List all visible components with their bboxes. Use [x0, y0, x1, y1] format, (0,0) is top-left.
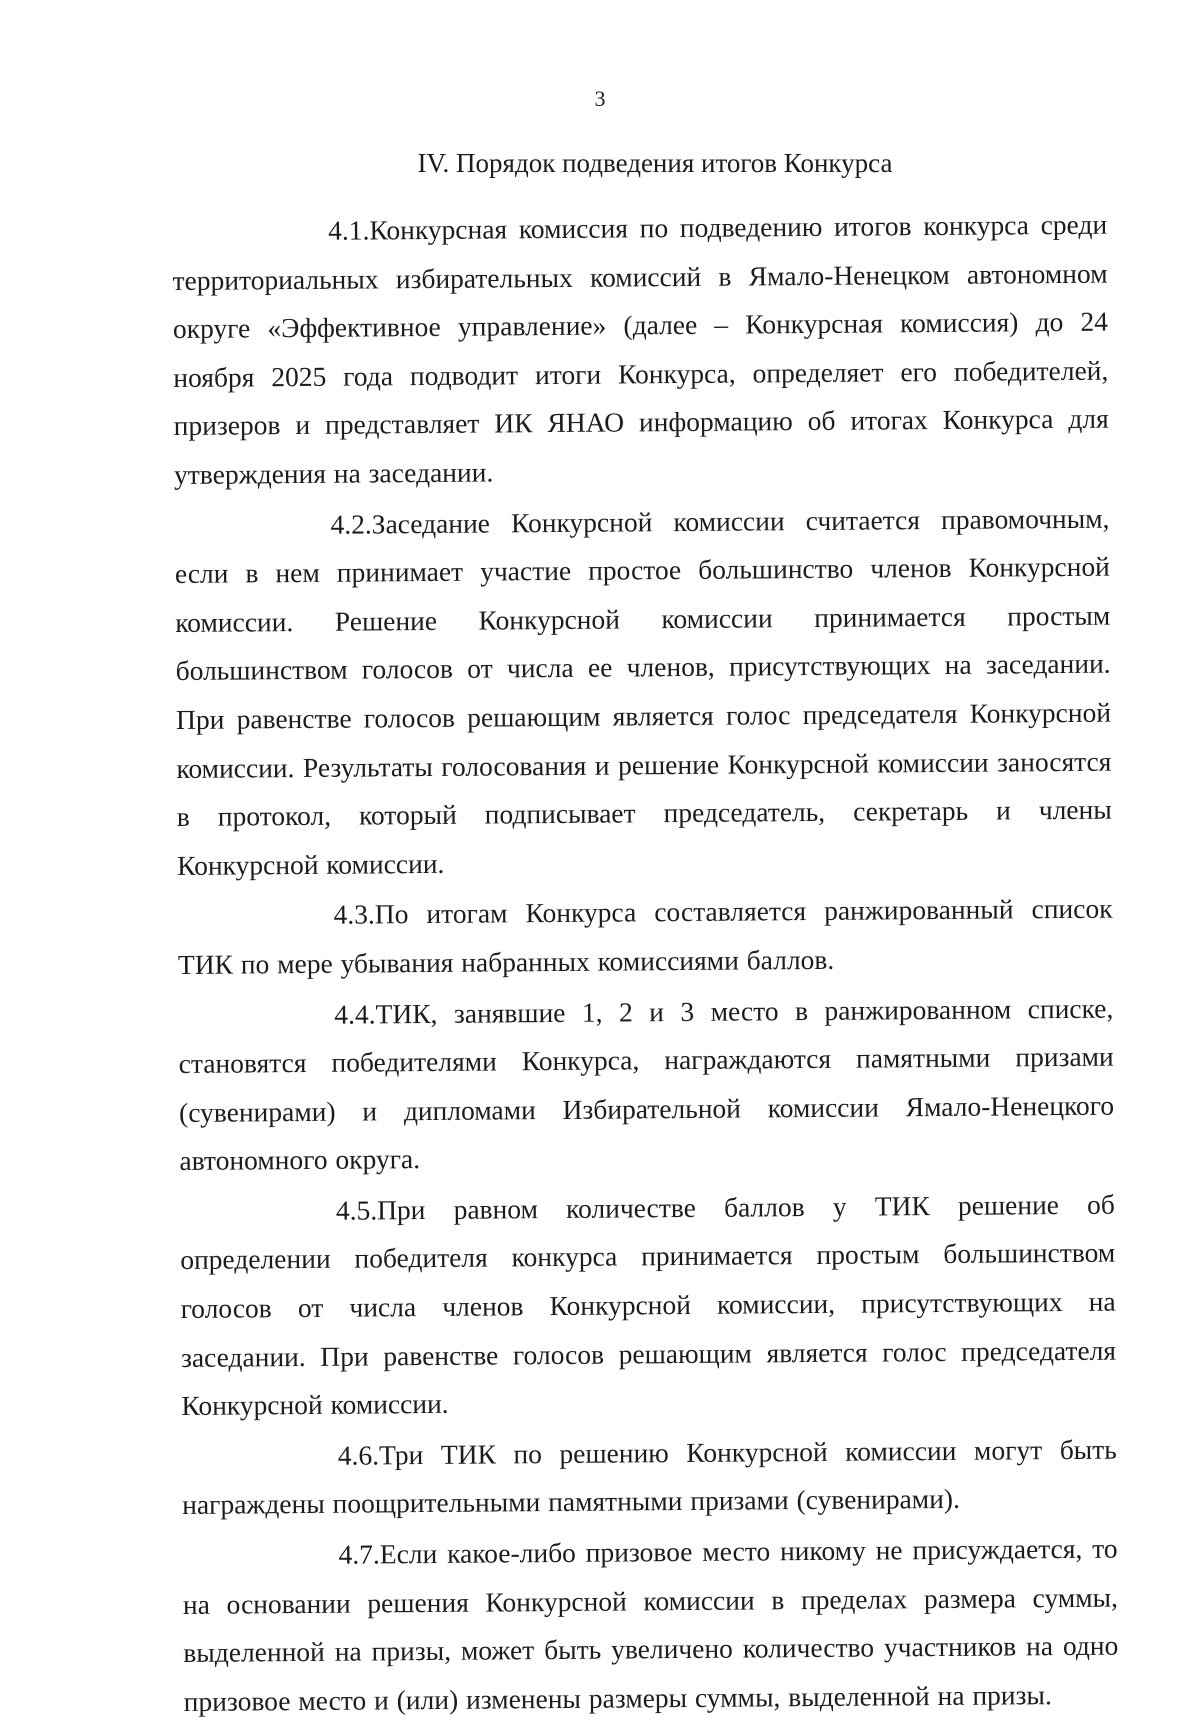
paragraph-text: Заседание Конкурсной комиссии считается правомочным, если в нем принимает участие простое большинство членов Конкурсной комиссии. Решение Конкурсной комиссии принимается простым большинством голосов от числа ее членов, присутствующих на заседании. При равенстве голосов решающим является голос председателя Конкурсной комиссии. Результаты голосования и решение Конкурсной комиссии заносятся в протокол, который подписывает председатель, секретарь и члены Конкурсной комиссии.	[174, 502, 1112, 881]
paragraph-text: ТИК, занявшие 1, 2 и 3 место в ранжированном списке, становятся победителями Конкурса, награждаются памятными призами (сувенирами) и дипломами Избирательной комиссии Ямало-Ненецкого автономного округа.	[178, 992, 1115, 1177]
paragraph-4-7	[182, 1525, 1118, 1727]
paragraph-4-5	[180, 1181, 1117, 1431]
paragraph-text: Если какое-либо призовое место никому не присуждается, то на основании решения Конкурсной комиссии в пределах размера суммы, выделенной на призы, может быть увеличено количество участников на одно призовое место и (или) изменены размеры суммы, выделенной на призы.	[182, 1532, 1119, 1717]
paragraph-4-6	[182, 1425, 1118, 1530]
paragraph-number: 4.5.	[335, 1194, 378, 1226]
paragraph-text: Три ТИК по решению Конкурсной комиссии могут быть награждены поощрительными памятными призами (сувенирами).	[182, 1433, 1117, 1521]
paragraph-number: 4.1.	[328, 214, 370, 246]
paragraph-number: 4.7.	[338, 1538, 380, 1570]
paragraph-number: 4.6.	[337, 1439, 380, 1471]
paragraph-4-2	[174, 494, 1112, 890]
paragraph-text: По итогам Конкурса составляется ранжированный список ТИК по мере убывания набранных комиссиями баллов.	[177, 892, 1113, 980]
document-body	[172, 201, 1119, 1728]
section-title: IV. Порядок подведения итогов Конкурса	[417, 148, 893, 178]
paragraph-4-3	[177, 885, 1113, 990]
paragraph-4-4	[178, 984, 1114, 1186]
paragraph-number: 4.3.	[333, 898, 375, 931]
paragraph-4-1	[172, 201, 1109, 500]
paragraph-number: 4.4.	[334, 997, 376, 1030]
page-number: 3	[594, 86, 606, 111]
paragraph-number: 4.2.	[330, 508, 372, 540]
paragraph-text: Конкурсная комиссия по подведению итогов конкурса среди территориальных избирательных комиссий в Ямало-Ненецком автономном округе «Эффективное управление» (далее – Конкурсная комиссия) до 24 ноября 2025 года подводит итоги Конкурса, определяет его победителей, призеров и представляет ИК ЯНАО информацию об итогах Конкурса для утверждения на заседании.	[172, 208, 1109, 490]
paragraph-text: При равном количестве баллов у ТИК решение об определении победителя конкурса принимается простым большинством голосов от числа членов Конкурсной комиссии, присутствующих на заседании. При равенстве голосов решающим является голос председателя Конкурсной комиссии.	[180, 1188, 1117, 1422]
